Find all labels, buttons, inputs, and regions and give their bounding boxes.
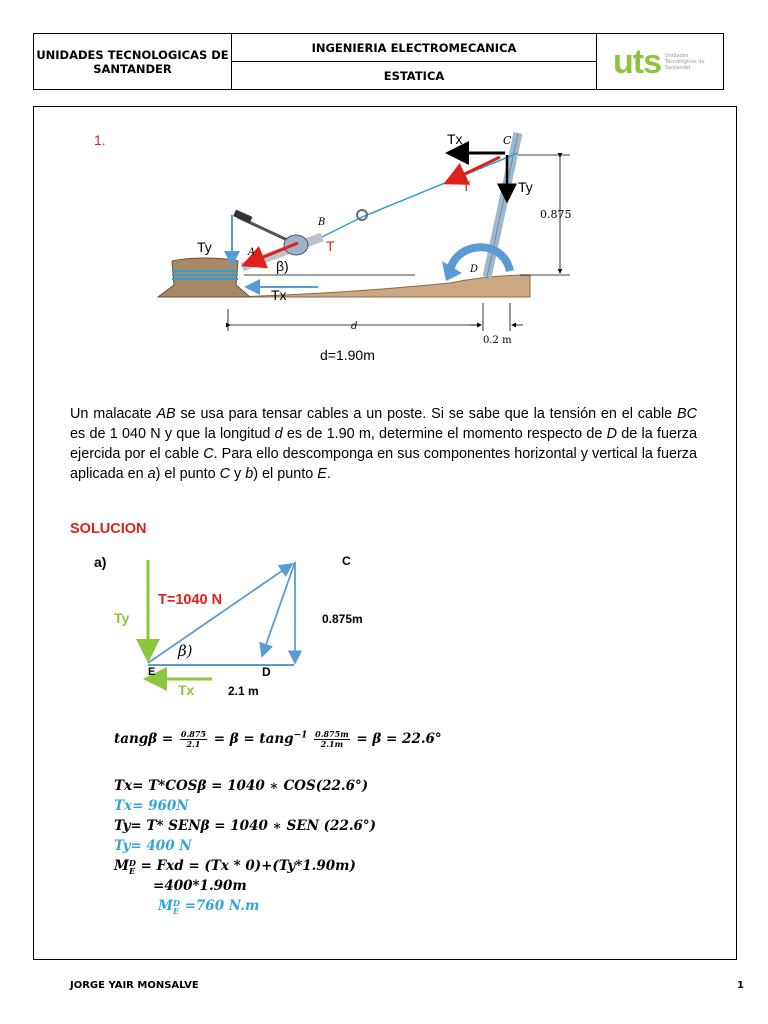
problem-figure (150, 125, 590, 370)
equation-moment (114, 858, 356, 875)
eq8-rest: =760 N.m (179, 898, 260, 914)
eq8-m: M (158, 898, 173, 914)
uts-logo: uts (613, 42, 661, 81)
label-point-c: C (503, 134, 512, 147)
eq6-sub: E (128, 865, 136, 876)
problem-statement: Un malacate AB se usa para tensar cables a un poste. Si se sabe que la tensión en el cable BC es de 1 040 N y que la longitud d es de 1.90 m, determine el momento respecto de D de la fuerza ejercida por el cable C. Para ello descomponga en sus componentes horizontal y vertical la fuerza aplicada en a) el punto C y b) el punto E. (70, 406, 698, 482)
tension-line (148, 564, 292, 663)
problem-number: 1. (94, 132, 106, 148)
footer-author: JORGE YAIR MONSALVE (70, 980, 199, 991)
eq1-lhs: tangβ = (114, 731, 174, 747)
label-tx-top: Tx (447, 131, 463, 147)
equation-ty: Ty= T* SENβ = 1040 ∗ SEN (22.6°) (114, 818, 377, 834)
part-a-label: a) (94, 554, 107, 570)
eq1-f1-num: 0.875 (180, 729, 206, 739)
eq1-f1-den: 2.1 (186, 739, 201, 749)
diagram-label-c: C (342, 554, 351, 568)
label-dim-height: 0.875 (540, 208, 572, 221)
equation-tx: Tx= T*COSβ = 1040 ∗ COS(22.6°) (114, 778, 369, 794)
diagram-tx: Tx (178, 682, 195, 698)
solution-diagram (100, 548, 400, 708)
label-point-d: D (470, 264, 479, 275)
eq1-frac2 (314, 730, 350, 749)
solution-title: SOLUCION (70, 521, 147, 537)
eq1-rhs: = β = 22.6° (356, 731, 442, 747)
diagram-label-e: E (148, 666, 156, 678)
cable (322, 153, 518, 237)
header-table (33, 33, 724, 90)
equation-moment-result (158, 898, 259, 915)
label-d-value: d=1.90m (320, 347, 375, 363)
program-name: INGENIERIA ELECTROMECANICA (232, 34, 597, 62)
label-beta: β) (276, 258, 289, 274)
diagram-base: 2.1 m (228, 684, 259, 698)
tree-stump (158, 258, 250, 297)
label-dim-02: 0.2 m (483, 335, 512, 346)
label-dim-d: d (351, 321, 358, 332)
label-point-a: A (248, 247, 256, 258)
eq1-frac1 (180, 730, 207, 749)
label-t-upper: T (462, 178, 471, 194)
eq1-sup: −1 (293, 730, 308, 741)
label-t-lower: T (326, 238, 335, 254)
logo-subtitle: Unidades Tecnológicas de Santander (665, 52, 705, 71)
equation-moment-step: =400*1.90m (153, 878, 247, 894)
eq1-mid: = β = tang (213, 731, 294, 747)
eq1-f2-den: 2.1m (320, 739, 344, 749)
eq8-sup: D (172, 897, 180, 908)
diagram-tension: T=1040 N (158, 592, 223, 608)
footer-page-number: 1 (737, 980, 744, 991)
label-ty-left: Ty (197, 239, 212, 255)
moment-arrow (450, 247, 510, 275)
eq8-sub: E (172, 905, 180, 916)
diagram-beta: β) (178, 642, 193, 660)
eq6-m: M (114, 858, 129, 874)
logo-cell (597, 34, 724, 90)
equation-beta (114, 730, 442, 749)
equation-tx-result: Tx= 960N (114, 798, 189, 814)
institution-name: UNIDADES TECNOLOGICAS DE SANTANDER (34, 34, 232, 90)
label-ty-right: Ty (518, 179, 533, 195)
eq6-sup: D (128, 857, 136, 868)
diagram-height: 0.875m (322, 612, 363, 626)
eq1-f2-num: 0.875m (315, 729, 349, 739)
label-point-b: B (318, 217, 326, 228)
diagram-ty: Ty (114, 610, 130, 626)
eq6-rest: = Fxd = (Tx * 0)+(Ty*1.90m) (135, 858, 356, 874)
label-tx-bottom: Tx (271, 287, 287, 303)
cd-line (262, 562, 295, 656)
course-name: ESTATICA (232, 62, 597, 90)
equation-ty-result: Ty= 400 N (114, 838, 192, 854)
diagram-label-d: D (262, 665, 271, 679)
